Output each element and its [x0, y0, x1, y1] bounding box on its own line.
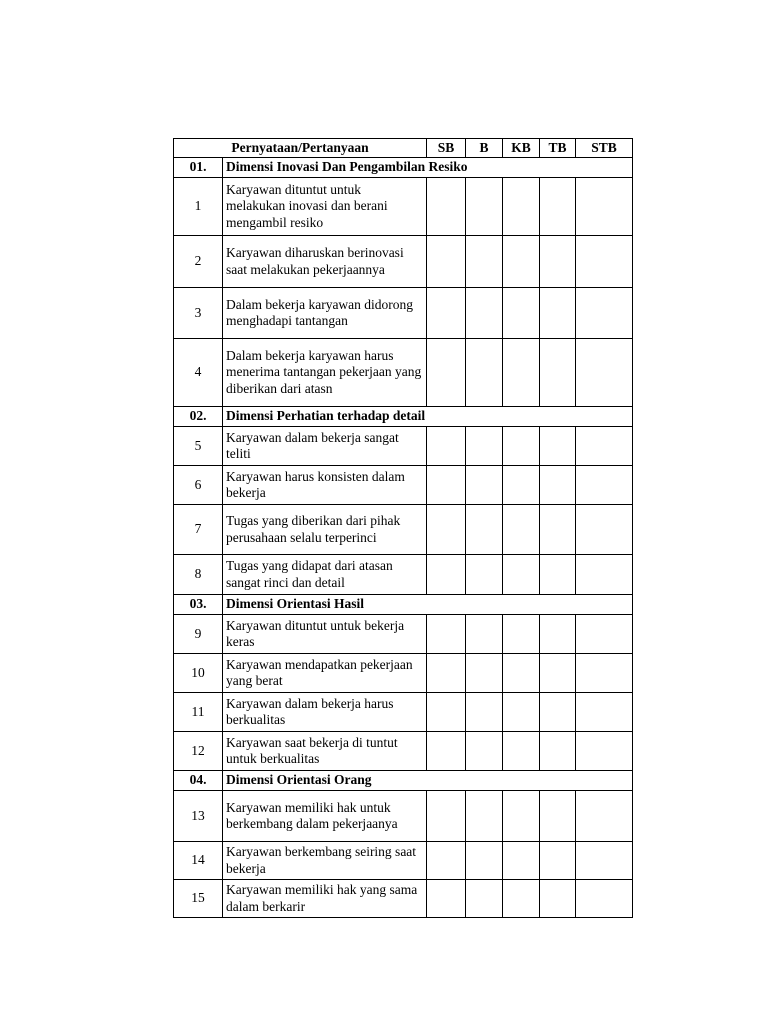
answer-cell-stb[interactable] — [576, 791, 633, 842]
item-statement: Dalam bekerja karyawan harus menerima tantangan pekerjaan yang diberikan dari atasn — [223, 339, 427, 407]
header-sb: SB — [427, 139, 466, 158]
answer-cell-sb[interactable] — [427, 615, 466, 654]
answer-cell-b[interactable] — [466, 339, 503, 407]
answer-cell-tb[interactable] — [540, 693, 576, 732]
answer-cell-kb[interactable] — [503, 555, 540, 595]
header-b: B — [466, 139, 503, 158]
answer-cell-tb[interactable] — [540, 339, 576, 407]
section-number: 02. — [174, 407, 223, 427]
item-statement: Dalam bekerja karyawan didorong menghadapi tantangan — [223, 288, 427, 339]
item-statement: Karyawan dituntut untuk bekerja keras — [223, 615, 427, 654]
item-number: 12 — [174, 732, 223, 771]
answer-cell-kb[interactable] — [503, 693, 540, 732]
answer-cell-b[interactable] — [466, 555, 503, 595]
answer-cell-b[interactable] — [466, 791, 503, 842]
answer-cell-kb[interactable] — [503, 615, 540, 654]
answer-cell-sb[interactable] — [427, 791, 466, 842]
answer-cell-kb[interactable] — [503, 339, 540, 407]
answer-cell-sb[interactable] — [427, 466, 466, 505]
table-row — [174, 555, 633, 595]
answer-cell-stb[interactable] — [576, 236, 633, 288]
answer-cell-sb[interactable] — [427, 693, 466, 732]
item-statement: Karyawan memiliki hak yang sama dalam berkarir — [223, 880, 427, 918]
item-statement: Tugas yang didapat dari atasan sangat rinci dan detail — [223, 555, 427, 595]
item-number: 9 — [174, 615, 223, 654]
answer-cell-kb[interactable] — [503, 288, 540, 339]
answer-cell-stb[interactable] — [576, 339, 633, 407]
item-statement: Karyawan diharuskan berinovasi saat melakukan pekerjaannya — [223, 236, 427, 288]
item-number: 1 — [174, 178, 223, 236]
answer-cell-sb[interactable] — [427, 654, 466, 693]
section-row — [174, 595, 633, 615]
answer-cell-b[interactable] — [466, 654, 503, 693]
item-statement: Tugas yang diberikan dari pihak perusahaan selalu terperinci — [223, 505, 427, 555]
answer-cell-tb[interactable] — [540, 288, 576, 339]
answer-cell-stb[interactable] — [576, 178, 633, 236]
answer-cell-sb[interactable] — [427, 842, 466, 880]
item-statement: Karyawan saat bekerja di tuntut untuk berkualitas — [223, 732, 427, 771]
section-title: Dimensi Orientasi Hasil — [223, 595, 633, 615]
answer-cell-tb[interactable] — [540, 615, 576, 654]
answer-cell-stb[interactable] — [576, 555, 633, 595]
answer-cell-tb[interactable] — [540, 791, 576, 842]
header-statement: Pernyataan/Pertanyaan — [174, 139, 427, 158]
answer-cell-tb[interactable] — [540, 236, 576, 288]
answer-cell-stb[interactable] — [576, 732, 633, 771]
item-statement: Karyawan memiliki hak untuk berkembang dalam pekerjaanya — [223, 791, 427, 842]
answer-cell-kb[interactable] — [503, 732, 540, 771]
answer-cell-b[interactable] — [466, 842, 503, 880]
table-row — [174, 693, 633, 732]
answer-cell-tb[interactable] — [540, 842, 576, 880]
answer-cell-kb[interactable] — [503, 427, 540, 466]
header-stb: STB — [576, 139, 633, 158]
table-row — [174, 236, 633, 288]
table-row — [174, 654, 633, 693]
answer-cell-kb[interactable] — [503, 842, 540, 880]
answer-cell-kb[interactable] — [503, 505, 540, 555]
header-row — [174, 139, 633, 158]
section-number: 01. — [174, 158, 223, 178]
answer-cell-stb[interactable] — [576, 466, 633, 505]
item-statement: Karyawan dalam bekerja sangat teliti — [223, 427, 427, 466]
item-statement: Karyawan dituntut untuk melakukan inovasi dan berani mengambil resiko — [223, 178, 427, 236]
table-row — [174, 288, 633, 339]
item-number: 3 — [174, 288, 223, 339]
section-row — [174, 407, 633, 427]
answer-cell-tb[interactable] — [540, 505, 576, 555]
item-number: 10 — [174, 654, 223, 693]
answer-cell-kb[interactable] — [503, 178, 540, 236]
answer-cell-b[interactable] — [466, 880, 503, 918]
answer-cell-tb[interactable] — [540, 178, 576, 236]
item-statement: Karyawan harus konsisten dalam bekerja — [223, 466, 427, 505]
answer-cell-b[interactable] — [466, 427, 503, 466]
answer-cell-kb[interactable] — [503, 466, 540, 505]
answer-cell-kb[interactable] — [503, 654, 540, 693]
table-row — [174, 466, 633, 505]
answer-cell-stb[interactable] — [576, 288, 633, 339]
answer-cell-kb[interactable] — [503, 236, 540, 288]
answer-cell-tb[interactable] — [540, 466, 576, 505]
answer-cell-stb[interactable] — [576, 880, 633, 918]
answer-cell-b[interactable] — [466, 732, 503, 771]
answer-cell-sb[interactable] — [427, 555, 466, 595]
answer-cell-b[interactable] — [466, 288, 503, 339]
item-number: 6 — [174, 466, 223, 505]
table-row — [174, 732, 633, 771]
table-row — [174, 178, 633, 236]
answer-cell-sb[interactable] — [427, 505, 466, 555]
answer-cell-tb[interactable] — [540, 427, 576, 466]
answer-cell-kb[interactable] — [503, 880, 540, 918]
header-kb: KB — [503, 139, 540, 158]
answer-cell-stb[interactable] — [576, 654, 633, 693]
item-number: 13 — [174, 791, 223, 842]
answer-cell-kb[interactable] — [503, 791, 540, 842]
table-row — [174, 615, 633, 654]
table-row — [174, 842, 633, 880]
answer-cell-sb[interactable] — [427, 178, 466, 236]
item-number: 4 — [174, 339, 223, 407]
item-statement: Karyawan dalam bekerja harus berkualitas — [223, 693, 427, 732]
answer-cell-sb[interactable] — [427, 288, 466, 339]
item-statement: Karyawan mendapatkan pekerjaan yang berat — [223, 654, 427, 693]
answer-cell-sb[interactable] — [427, 339, 466, 407]
table-row — [174, 505, 633, 555]
item-number: 14 — [174, 842, 223, 880]
answer-cell-stb[interactable] — [576, 615, 633, 654]
table-row — [174, 339, 633, 407]
item-number: 8 — [174, 555, 223, 595]
answer-cell-tb[interactable] — [540, 555, 576, 595]
answer-cell-b[interactable] — [466, 236, 503, 288]
answer-cell-sb[interactable] — [427, 236, 466, 288]
section-title: Dimensi Perhatian terhadap detail — [223, 407, 633, 427]
answer-cell-stb[interactable] — [576, 505, 633, 555]
section-title: Dimensi Inovasi Dan Pengambilan Resiko — [223, 158, 633, 178]
item-number: 7 — [174, 505, 223, 555]
section-number: 03. — [174, 595, 223, 615]
item-statement: Karyawan berkembang seiring saat bekerja — [223, 842, 427, 880]
answer-cell-tb[interactable] — [540, 654, 576, 693]
answer-cell-sb[interactable] — [427, 732, 466, 771]
section-row — [174, 771, 633, 791]
answer-cell-b[interactable] — [466, 505, 503, 555]
table-row — [174, 427, 633, 466]
section-title: Dimensi Orientasi Orang — [223, 771, 633, 791]
answer-cell-stb[interactable] — [576, 427, 633, 466]
answer-cell-b[interactable] — [466, 178, 503, 236]
answer-cell-b[interactable] — [466, 693, 503, 732]
item-number: 11 — [174, 693, 223, 732]
answer-cell-tb[interactable] — [540, 880, 576, 918]
answer-cell-b[interactable] — [466, 466, 503, 505]
answer-cell-stb[interactable] — [576, 842, 633, 880]
header-tb: TB — [540, 139, 576, 158]
section-number: 04. — [174, 771, 223, 791]
table-row — [174, 880, 633, 918]
item-number: 2 — [174, 236, 223, 288]
section-row — [174, 158, 633, 178]
answer-cell-sb[interactable] — [427, 880, 466, 918]
item-number: 15 — [174, 880, 223, 918]
answer-cell-stb[interactable] — [576, 693, 633, 732]
item-number: 5 — [174, 427, 223, 466]
answer-cell-b[interactable] — [466, 615, 503, 654]
questionnaire-table — [173, 138, 633, 918]
table-row — [174, 791, 633, 842]
answer-cell-sb[interactable] — [427, 427, 466, 466]
answer-cell-tb[interactable] — [540, 732, 576, 771]
